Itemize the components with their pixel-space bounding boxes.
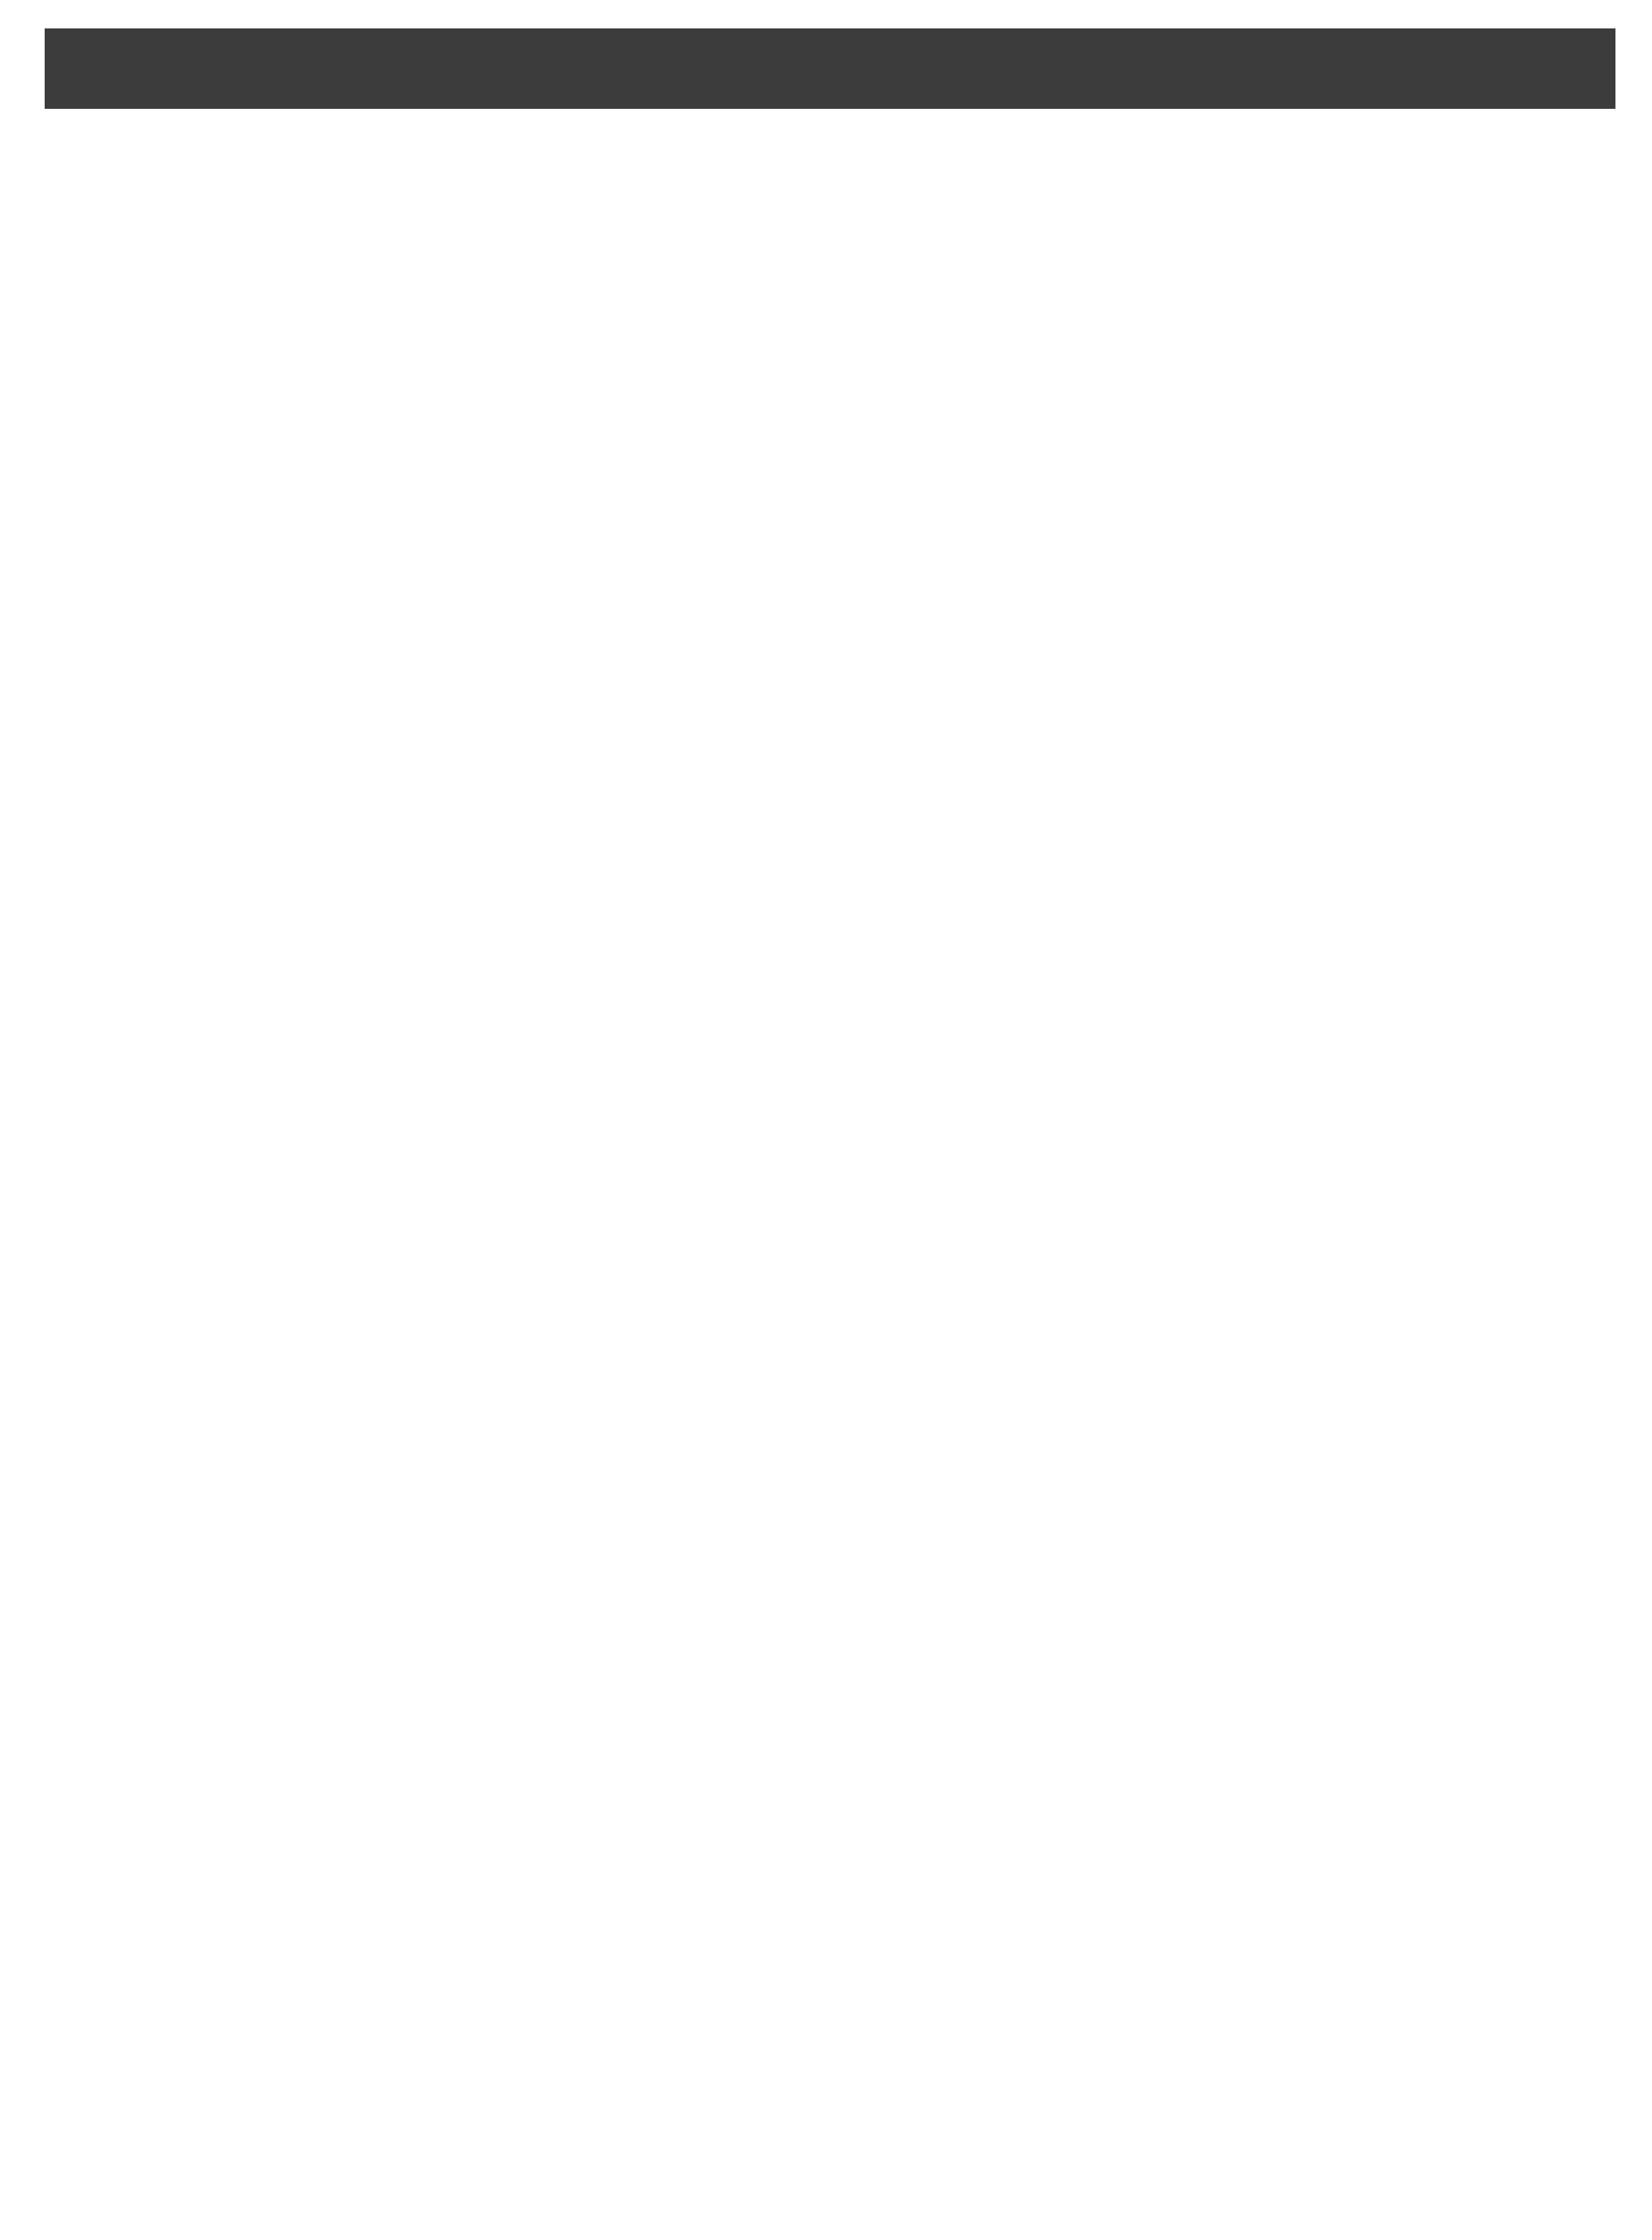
- header-category: [569, 28, 741, 109]
- header-application: [945, 28, 1124, 109]
- header-material: [1487, 28, 1615, 109]
- header-tooth: [741, 28, 838, 109]
- header-series: [45, 28, 217, 109]
- header-diameter: [1345, 28, 1487, 109]
- header-helix: [838, 28, 945, 109]
- header-pictures: [217, 28, 569, 109]
- header-tolerance: [1124, 28, 1345, 109]
